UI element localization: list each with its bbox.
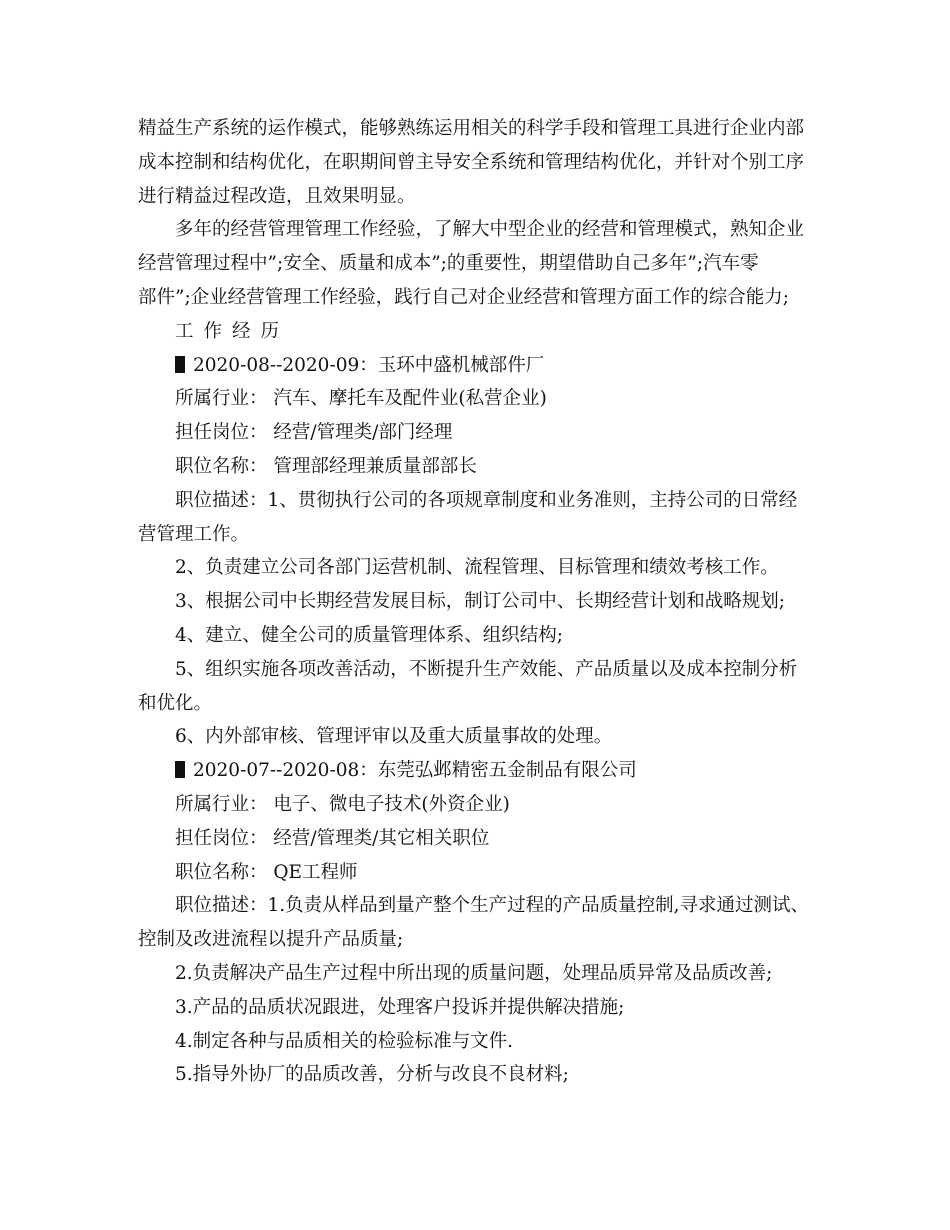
paragraph-line: 进行精益过程改造，且效果明显。 <box>138 185 416 207</box>
job-description-line: 控制及改进流程以提升产品质量; <box>138 929 404 951</box>
job-position: 担任岗位： 经营/管理类/部门经理 <box>175 422 453 444</box>
paragraph-line: 部件”;企业经营管理工作经验，践行自己对企业经营和管理方面工作的综合能力; <box>138 286 789 308</box>
bullet-marker-icon <box>175 356 185 373</box>
document-page <box>138 112 818 1092</box>
job-description-line: 和优化。 <box>138 692 213 714</box>
job-entry-header <box>138 349 818 383</box>
job-description-line: 4.制定各种与品质相关的检验标准与文件. <box>175 1030 514 1052</box>
job-description-line: 2、负责建立公司各部门运营机制、流程管理、目标管理和绩效考核工作。 <box>175 557 779 579</box>
job-entry-header <box>138 754 818 788</box>
job-position: 担任岗位： 经营/管理类/其它相关职位 <box>175 827 490 849</box>
paragraph-line: 精益生产系统的运作模式，能够熟练运用相关的科学手段和管理工具进行企业内部 <box>138 118 805 139</box>
job-industry: 所属行业： 汽车、摩托车及配件业(私营企业) <box>175 388 547 410</box>
job-description-line: 职位描述：1、贯彻执行公司的各项规章制度和业务准则，主持公司的日常经 <box>175 489 798 511</box>
job-title: 职位名称： QE工程师 <box>175 861 358 883</box>
job-description-line: 3、根据公司中长期经营发展目标，制订公司中、长期经营计划和战略规划; <box>175 591 786 613</box>
paragraph-line: 多年的经营管理管理工作经验，了解大中型企业的经营和管理模式，熟知企业 <box>175 219 805 241</box>
job-description-line: 5、组织实施各项改善活动，不断提升生产效能、产品质量以及成本控制分析 <box>175 658 798 680</box>
section-heading-work-experience: 工作经历 <box>175 320 290 342</box>
bullet-marker-icon <box>175 761 185 778</box>
job-industry: 所属行业： 电子、微电子技术(外资企业) <box>175 793 510 815</box>
paragraph-line: 成本控制和结构优化，在职期间曾主导安全系统和管理结构优化，并针对个别工序 <box>138 151 805 173</box>
job-description-line: 营管理工作。 <box>138 523 250 545</box>
job-description-line: 5.指导外协厂的品质改善，分析与改良不良材料; <box>175 1064 569 1086</box>
job-description-line: 2.负责解决产品生产过程中所出现的质量问题，处理品质异常及品质改善; <box>175 962 773 984</box>
job-description-line: 3.产品的品质状况跟进，处理客户投诉并提供解决措施; <box>175 996 625 1018</box>
job-period-company: 2020-07--2020-08：东莞弘邺精密五金制品有限公司 <box>193 760 637 782</box>
job-description-line: 6、内外部审核、管理评审以及重大质量事故的处理。 <box>175 726 613 748</box>
job-title: 职位名称： 管理部经理兼质量部部长 <box>175 455 477 477</box>
paragraph-line: 经营管理过程中”;安全、质量和成本”;的重要性，期望借助自己多年”;汽车零 <box>138 253 759 275</box>
job-period-company: 2020-08--2020-09：玉环中盛机械部件厂 <box>193 354 545 376</box>
job-description-line: 职位描述：1.负责从样品到量产整个生产过程的产品质量控制,寻求通过测试、 <box>175 895 810 917</box>
job-description-line: 4、建立、健全公司的质量管理体系、组织结构; <box>175 624 564 646</box>
